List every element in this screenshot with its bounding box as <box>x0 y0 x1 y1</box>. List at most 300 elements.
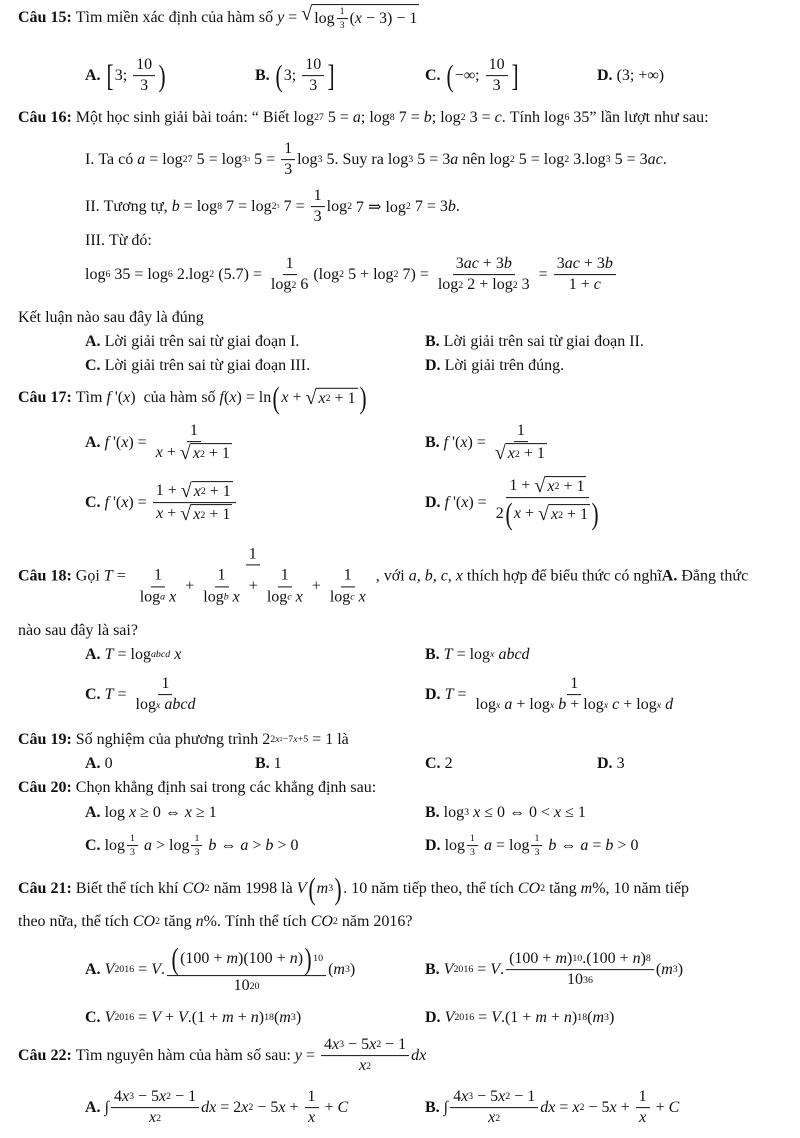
superscript <box>313 954 323 964</box>
math-variable <box>359 1058 366 1076</box>
math-variable <box>359 588 366 606</box>
text: D. <box>597 755 613 772</box>
text: a <box>352 109 361 126</box>
text: 2 <box>209 269 215 281</box>
text: 3 <box>290 1012 296 1024</box>
math-variable <box>333 961 345 979</box>
denominator <box>306 77 320 96</box>
text: (5.7) = <box>214 266 266 283</box>
text: thích hợp để biểu thức có nghĩ <box>462 566 662 584</box>
text: − 3) − 1 <box>362 10 418 27</box>
fraction <box>133 675 199 715</box>
text: f <box>106 389 111 406</box>
radical-sign-icon: √ <box>305 387 317 409</box>
denominator <box>191 847 202 859</box>
bold-label <box>85 1009 101 1027</box>
text: 2 <box>200 509 206 521</box>
text: 1 <box>248 545 257 563</box>
text: 7) = <box>398 266 433 283</box>
text: 3 <box>129 1091 135 1103</box>
math-variable <box>473 804 480 822</box>
math-variable <box>144 837 152 855</box>
q16-option-b <box>425 333 644 351</box>
radicand <box>191 444 232 464</box>
fraction <box>473 675 677 715</box>
text: D. <box>425 1009 441 1026</box>
text: = <box>301 1047 319 1064</box>
text: 3 <box>194 847 200 859</box>
text: 5 + log <box>344 266 394 283</box>
q21-option-d <box>425 1009 614 1027</box>
text: x <box>550 506 559 524</box>
text: ( <box>224 389 230 406</box>
text: dx <box>201 1099 217 1116</box>
text <box>270 67 274 85</box>
text: B. <box>425 333 440 350</box>
text: ∫ <box>439 1099 449 1116</box>
text: x <box>121 494 129 511</box>
math-variable <box>338 1099 349 1117</box>
text: 2 <box>540 883 546 895</box>
q20-stem <box>18 779 376 797</box>
bold-label <box>85 494 101 512</box>
text: Câu 15: <box>18 9 72 26</box>
text: ac <box>564 255 580 273</box>
text: 3 <box>276 203 280 210</box>
text: 3 <box>470 847 475 859</box>
radicand <box>191 505 232 525</box>
text: a <box>143 837 152 854</box>
text: V <box>104 1009 115 1026</box>
text: B. <box>425 961 440 978</box>
math-variable <box>182 880 204 898</box>
text: x <box>507 445 515 463</box>
text: ) <box>349 960 356 978</box>
q16-step-2 <box>85 187 460 227</box>
text: 1 <box>269 755 282 772</box>
text: + 1 <box>519 445 545 463</box>
text: 3.log <box>569 151 606 168</box>
bracket: ( <box>272 380 280 415</box>
text: m <box>279 1009 291 1026</box>
text: n <box>563 1009 572 1026</box>
text: + 1 <box>330 390 356 407</box>
math-variable <box>504 697 512 715</box>
q21-option-b <box>425 950 683 990</box>
q21-stem <box>18 871 690 906</box>
bold-label <box>85 804 101 822</box>
math-variable <box>581 880 593 898</box>
text: 2 <box>495 505 504 523</box>
text: x <box>129 804 137 821</box>
text: x <box>495 699 501 711</box>
text: x <box>656 699 662 711</box>
text: 3 <box>344 964 350 976</box>
text: C <box>668 1099 680 1116</box>
text: 2016 <box>114 964 135 976</box>
radicand <box>316 388 357 408</box>
text: + <box>233 1009 251 1026</box>
text: 18 <box>577 1012 588 1024</box>
text: B. <box>425 804 440 821</box>
numerator <box>311 187 325 207</box>
text: ac <box>647 151 663 168</box>
fraction <box>435 255 533 295</box>
bold-label <box>425 1099 440 1117</box>
bold-label <box>18 1047 72 1065</box>
text: 2 <box>458 279 464 291</box>
text: 7 ⇒ log <box>352 199 406 216</box>
q22-option-b <box>425 1088 679 1128</box>
text: 3 = <box>465 109 495 126</box>
text: Câu 21: <box>18 880 72 897</box>
q18-stem-continued <box>18 622 138 640</box>
text: 35 = log <box>110 266 168 283</box>
text: x <box>155 699 161 711</box>
text: c <box>612 696 620 714</box>
text: C. <box>425 755 441 772</box>
text: 4 <box>113 1088 122 1106</box>
text: 35” lần lượt như sau: <box>569 109 709 126</box>
text: A. <box>85 804 101 821</box>
subscript <box>529 833 544 859</box>
fraction <box>264 567 306 607</box>
text: x <box>490 649 495 661</box>
text: '( <box>109 434 122 451</box>
math-variable <box>450 151 458 169</box>
text: x <box>369 1036 377 1054</box>
math-variable <box>498 646 529 664</box>
text: 2 <box>376 1039 382 1051</box>
text: b <box>558 696 567 714</box>
bold-label <box>18 9 72 27</box>
math-variable <box>572 1099 579 1117</box>
text: a <box>483 837 492 854</box>
square-root <box>306 388 358 408</box>
math-variable <box>151 961 161 979</box>
text: 5 = log <box>514 151 565 168</box>
math-variable <box>281 389 288 407</box>
q15-stem <box>18 4 419 32</box>
math-variable <box>580 837 588 855</box>
math-variable <box>461 494 468 512</box>
text: f <box>104 494 110 511</box>
numerator <box>450 1088 538 1108</box>
q20-option-a <box>85 804 217 822</box>
math-variable <box>551 506 558 524</box>
text: a <box>160 591 166 603</box>
math-variable <box>444 961 454 979</box>
subscript <box>465 833 480 859</box>
text: 5 = <box>250 151 280 168</box>
q17-option-b <box>425 422 552 464</box>
text: x <box>498 1088 506 1106</box>
text: a <box>580 837 589 854</box>
text: Một học sinh giải bài toán: “ Biết log <box>71 109 314 126</box>
math-variable <box>279 1009 291 1027</box>
denominator <box>356 1057 374 1076</box>
text: m <box>333 960 345 978</box>
text: 2016 <box>454 1012 475 1024</box>
text: y <box>277 9 285 26</box>
text: x <box>603 699 609 711</box>
math-variable <box>547 478 554 496</box>
q20-option-d <box>425 833 638 859</box>
text: a <box>137 151 146 168</box>
text: V <box>491 1009 501 1026</box>
fraction <box>506 950 654 990</box>
text: ) <box>295 1009 302 1026</box>
text: ) <box>677 961 684 978</box>
text: 1 <box>285 255 294 273</box>
text: 2 <box>514 448 520 460</box>
text: m <box>316 880 329 897</box>
text: log <box>439 804 465 821</box>
denominator <box>268 276 311 295</box>
numerator <box>321 1036 409 1056</box>
text: log <box>270 276 292 294</box>
text: 3 <box>672 964 678 976</box>
text: − 1 <box>381 1036 407 1054</box>
text: 2 <box>200 486 206 498</box>
denominator <box>127 847 138 859</box>
text: log <box>100 804 130 821</box>
text: 8 <box>217 201 223 213</box>
text: 2 <box>509 154 515 166</box>
radicand <box>312 4 419 32</box>
text: − 1 <box>171 1088 197 1106</box>
q21-stem-continued <box>18 913 413 931</box>
text: ) <box>297 950 304 968</box>
denominator <box>311 208 325 227</box>
text: ≤ 0 ⇔ 0 < <box>480 804 554 821</box>
text: − 5 <box>344 1036 370 1054</box>
numerator <box>337 6 348 19</box>
text: ) <box>609 1009 615 1026</box>
numerator <box>133 56 155 76</box>
text: m <box>535 1009 547 1026</box>
text: V <box>151 960 161 978</box>
math-variable <box>448 198 456 216</box>
text: n <box>195 913 204 930</box>
math-variable <box>172 198 180 216</box>
fraction <box>636 1088 650 1128</box>
text: 2016 <box>453 964 474 976</box>
superscript <box>366 1062 371 1072</box>
bold-label <box>85 333 101 351</box>
radicand <box>506 444 547 464</box>
math-variable <box>208 837 216 855</box>
bold-label <box>425 755 441 773</box>
math-variable <box>240 837 248 855</box>
fraction <box>486 56 508 96</box>
bold-label <box>18 880 72 898</box>
text: 3 <box>309 77 318 95</box>
fraction <box>133 56 155 96</box>
text: V <box>296 880 307 897</box>
text: T <box>444 686 454 703</box>
math-variable <box>564 1009 572 1027</box>
text: V <box>151 1009 161 1026</box>
text: ) = <box>468 493 491 511</box>
numerator <box>151 567 165 587</box>
square-root <box>180 444 232 464</box>
text: abcd <box>498 646 530 663</box>
subscript <box>189 833 204 859</box>
bracket: ( <box>275 58 283 93</box>
text: ⇔ <box>216 837 241 854</box>
math-variable <box>226 950 238 968</box>
fraction <box>450 1088 538 1128</box>
text: y <box>294 1047 302 1064</box>
text: 1 <box>217 566 226 584</box>
text: 3 <box>605 154 611 166</box>
text: 5. Suy ra log <box>322 151 409 168</box>
text: + <box>244 577 262 595</box>
text: 4 <box>323 1036 332 1054</box>
math-variable <box>233 588 240 606</box>
math-variable <box>174 646 181 664</box>
text: = log <box>179 198 218 215</box>
numerator <box>153 481 236 503</box>
text: x <box>275 734 280 746</box>
denominator <box>264 587 306 606</box>
numerator <box>281 140 295 160</box>
text: ) <box>567 950 573 968</box>
text: f <box>219 389 224 406</box>
math-variable <box>594 277 601 295</box>
math-variable <box>122 1088 129 1106</box>
text: + <box>160 1009 178 1026</box>
text: D. <box>425 686 441 703</box>
bold-label <box>597 67 613 85</box>
text: 2 <box>393 269 399 281</box>
q20-option-b <box>425 804 586 822</box>
bracket: ) <box>591 497 599 532</box>
q17-stem <box>18 380 368 415</box>
text: 10 <box>136 56 153 74</box>
text: ( <box>587 1009 593 1026</box>
numerator <box>111 1088 199 1108</box>
text: ) = <box>128 434 151 451</box>
text: 2 <box>512 279 518 291</box>
math-variable <box>241 1099 248 1117</box>
text: . <box>160 960 165 978</box>
text: CO <box>310 913 333 930</box>
text: 3 <box>140 77 149 95</box>
numerator <box>531 833 542 846</box>
denominator <box>133 696 199 715</box>
math-variable <box>129 804 136 822</box>
math-variable <box>554 804 561 822</box>
text: Lời giải trên sai từ giai đoạn III. <box>100 357 311 374</box>
math-variable <box>548 837 556 855</box>
denominator <box>153 504 235 525</box>
numerator <box>167 944 326 976</box>
math-variable <box>121 434 128 452</box>
bold-label <box>85 1099 101 1117</box>
fraction <box>111 1088 199 1128</box>
text: 3 <box>468 1091 474 1103</box>
text: ) = ln <box>236 389 272 406</box>
text: 3 <box>612 755 625 772</box>
text: f <box>444 493 450 511</box>
fraction <box>337 6 348 32</box>
text: x <box>331 1036 340 1054</box>
text: −7 <box>282 734 294 746</box>
denominator <box>337 20 348 32</box>
text: Lời giải trên sai từ giai đoạn I. <box>100 333 300 350</box>
q21-option-c <box>85 1009 301 1027</box>
text: 2 <box>554 481 560 493</box>
text: c <box>287 591 292 603</box>
numerator <box>158 675 172 695</box>
numerator <box>567 675 581 695</box>
math-variable <box>164 697 195 715</box>
radical-sign-icon: √ <box>534 475 546 498</box>
text: 2 <box>155 916 161 928</box>
text: c <box>350 591 355 603</box>
text: %, 10 năm tiếp <box>592 880 690 897</box>
radical-sign-icon: √ <box>494 442 506 465</box>
text: = <box>473 961 491 978</box>
text: 6 <box>167 269 173 281</box>
text: (log <box>313 266 340 283</box>
text: A. <box>85 67 101 84</box>
subscript <box>183 155 193 165</box>
denominator <box>305 1109 318 1128</box>
text: b <box>503 255 512 273</box>
text: ) = <box>467 434 490 451</box>
text: b <box>171 198 180 215</box>
math-variable <box>169 588 176 606</box>
numerator <box>305 1088 319 1108</box>
numerator <box>127 833 138 846</box>
text: + <box>307 577 325 595</box>
numerator <box>506 950 654 970</box>
fraction <box>492 422 550 464</box>
math-variable <box>514 505 521 523</box>
superscript <box>583 976 593 986</box>
math-variable <box>353 109 361 127</box>
bold-label <box>85 686 101 704</box>
bracket: [ <box>106 58 114 93</box>
subscript <box>151 650 170 660</box>
text: 1 <box>280 566 289 584</box>
text: ( <box>273 1009 280 1026</box>
q15-option-a <box>85 56 167 96</box>
math-variable <box>445 1009 455 1027</box>
bold-label <box>18 779 72 797</box>
text: 6 <box>296 276 309 294</box>
text: x <box>278 1099 286 1116</box>
text: n <box>632 950 641 968</box>
math-variable <box>318 390 325 408</box>
text: b <box>208 837 217 854</box>
text: 20 <box>249 980 260 992</box>
math-variable <box>151 650 170 660</box>
math-variable <box>665 697 673 715</box>
text: 2 <box>339 269 345 281</box>
text: V <box>104 960 115 978</box>
text: nên log <box>458 151 510 168</box>
text: log <box>100 837 126 854</box>
math-variable <box>411 1047 426 1065</box>
denominator <box>485 1109 503 1128</box>
text: − 5 <box>253 1099 279 1116</box>
text: x <box>121 1088 130 1106</box>
subscript <box>114 965 134 975</box>
